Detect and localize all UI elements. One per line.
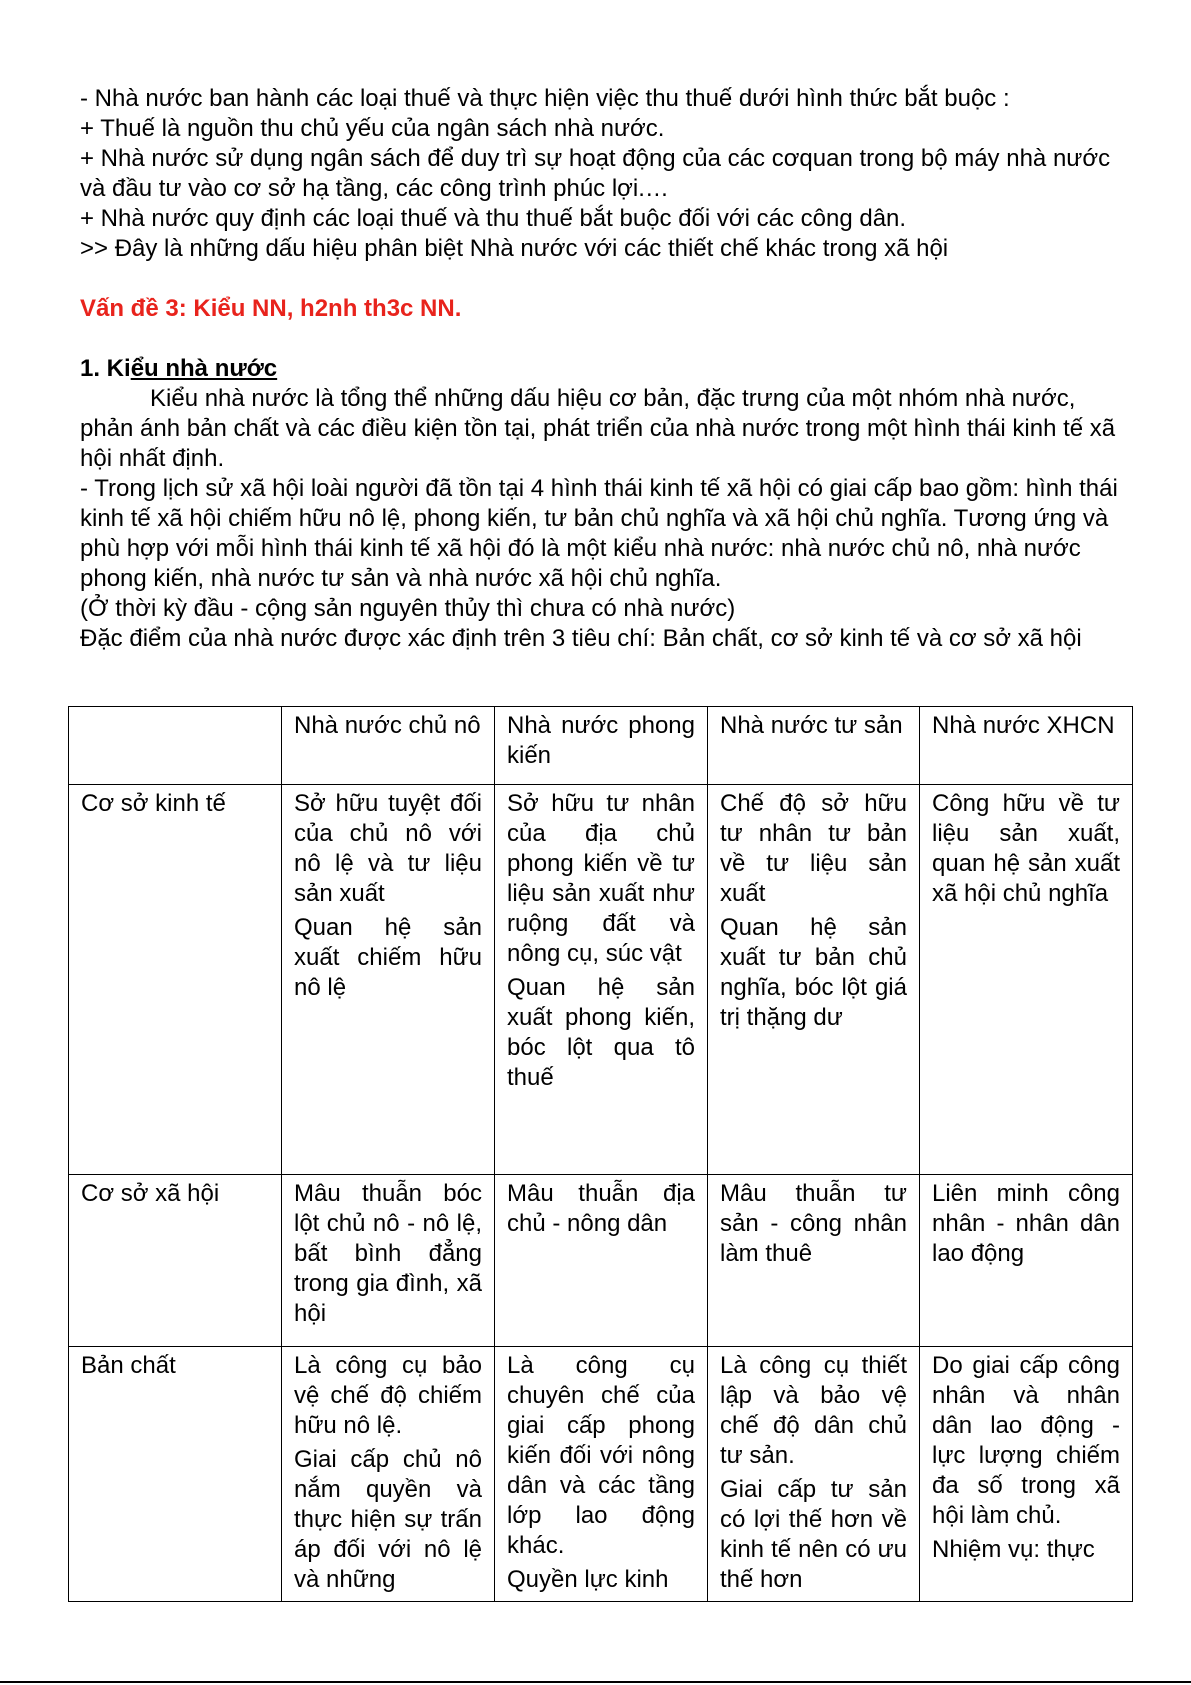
state-types-table [68, 706, 1133, 1602]
intro-line-5: >> Đây là những dấu hiệu phân biệt Nhà nước với các thiết chế khác trong xã hội [80, 235, 949, 262]
section-definition: Kiểu nhà nước là tổng thể những dấu hiệu cơ bản, đặc trưng của một nhóm nhà nước, phản ánh bản chất và các điều kiện tồn tại, phát triển của nhà nước trong một hình thái kinh tế xã hội nhất định. [80, 385, 1116, 472]
table-cell: Là công cụ bảo vệ chế độ chiếm hữu nô lệ. Giai cấp chủ nô nắm quyền và thực hiện sự trấn áp đối với nô lệ và những [282, 1347, 495, 1602]
table-cell: Là công cụ thiết lập và bảo vệ chế độ dân chủ tư sản. Giai cấp tư sản có lợi thế hơn về kinh tế nên có ưu thế hơn [708, 1347, 920, 1602]
header-cell: Nhà nước tư sản [708, 707, 920, 785]
intro-line-2: + Thuế là nguồn thu chủ yếu của ngân sách nhà nước. [80, 115, 665, 142]
table-cell: Sở hữu tư nhân của địa chủ phong kiến về tư liệu sản xuất như ruộng đất và nông cụ, súc vật Quan hệ sản xuất phong kiến, bóc lột qua tô thuế [495, 785, 708, 1175]
table-row [69, 1347, 1133, 1602]
issue-heading: Vấn đề 3: Kiểu NN, h2nh th3c NN. [80, 295, 462, 322]
intro-line-4: + Nhà nước quy định các loại thuế và thu thuế bắt buộc đối với các công dân. [80, 205, 907, 232]
section-number: 1. Ki [80, 355, 131, 382]
section-criteria: Đặc điểm của nhà nước được xác định trên 3 tiêu chí: Bản chất, cơ sở kinh tế và cơ sở xã hội [80, 625, 1082, 652]
header-cell [69, 707, 282, 785]
table-cell: Công hữu về tư liệu sản xuất, quan hệ sản xuất xã hội chủ nghĩa [920, 785, 1133, 1175]
section-note: (Ở thời kỳ đầu - cộng sản nguyên thủy thì chưa có nhà nước) [80, 595, 736, 622]
table-header-row [69, 707, 1133, 785]
table-row [69, 1175, 1133, 1347]
document-body [80, 84, 1130, 654]
intro-line-3: + Nhà nước sử dụng ngân sách để duy trì sự hoạt động của các cơquan trong bộ máy nhà nước và đầu tư vào cơ sở hạ tầng, các công trình phúc lợi.… [80, 145, 1111, 202]
table-cell: Do giai cấp công nhân và nhân dân lao động - lực lượng chiếm đa số trong xã hội làm chủ. Nhiệm vụ: thực [920, 1347, 1133, 1602]
header-cell: Nhà nước chủ nô [282, 707, 495, 785]
table-cell: Liên minh công nhân - nhân dân lao động [920, 1175, 1133, 1347]
table-cell: Sở hữu tuyệt đối của chủ nô với nô lệ và tư liệu sản xuất Quan hệ sản xuất chiếm hữu nô lệ [282, 785, 495, 1175]
section-heading [80, 354, 1130, 384]
row-label: Cơ sở xã hội [69, 1175, 282, 1347]
table-cell: Là công cụ chuyên chế của giai cấp phong kiến đối với nông dân và các tầng lớp lao động khác. Quyền lực kinh [495, 1347, 708, 1602]
row-label: Bản chất [69, 1347, 282, 1602]
table-cell: Chế độ sở hữu tư nhân tư bản về tư liệu sản xuất Quan hệ sản xuất tư bản chủ nghĩa, bóc lột giá trị thặng dư [708, 785, 920, 1175]
header-cell: Nhà nước phong kiến [495, 707, 708, 785]
row-label: Cơ sở kinh tế [69, 785, 282, 1175]
table-cell: Mâu thuẫn tư sản - công nhân làm thuê [708, 1175, 920, 1347]
section-title: ểu nhà nước [130, 355, 278, 382]
header-cell: Nhà nước XHCN [920, 707, 1133, 785]
intro-line-1: - Nhà nước ban hành các loại thuế và thực hiện việc thu thuế dưới hình thức bắt buộc : [80, 85, 1010, 112]
section-history: - Trong lịch sử xã hội loài người đã tồn tại 4 hình thái kinh tế xã hội có giai cấp bao gồm: hình thái kinh tế xã hội chiếm hữu nô lệ, phong kiến, tư bản chủ nghĩa và xã hội chủ nghĩa. Tương ứng và phù hợp với mỗi hình thái kinh tế xã hội đó là một kiểu nhà nước: nhà nước chủ nô, nhà nước phong kiến, nhà nước tư sản và nhà nước xã hội chủ nghĩa. [80, 475, 1118, 592]
table-row [69, 785, 1133, 1175]
page-bottom-rule [0, 1681, 1191, 1683]
table-cell: Mâu thuẫn địa chủ - nông dân [495, 1175, 708, 1347]
table-cell: Mâu thuẫn bóc lột chủ nô - nô lệ, bất bình đẳng trong gia đình, xã hội [282, 1175, 495, 1347]
